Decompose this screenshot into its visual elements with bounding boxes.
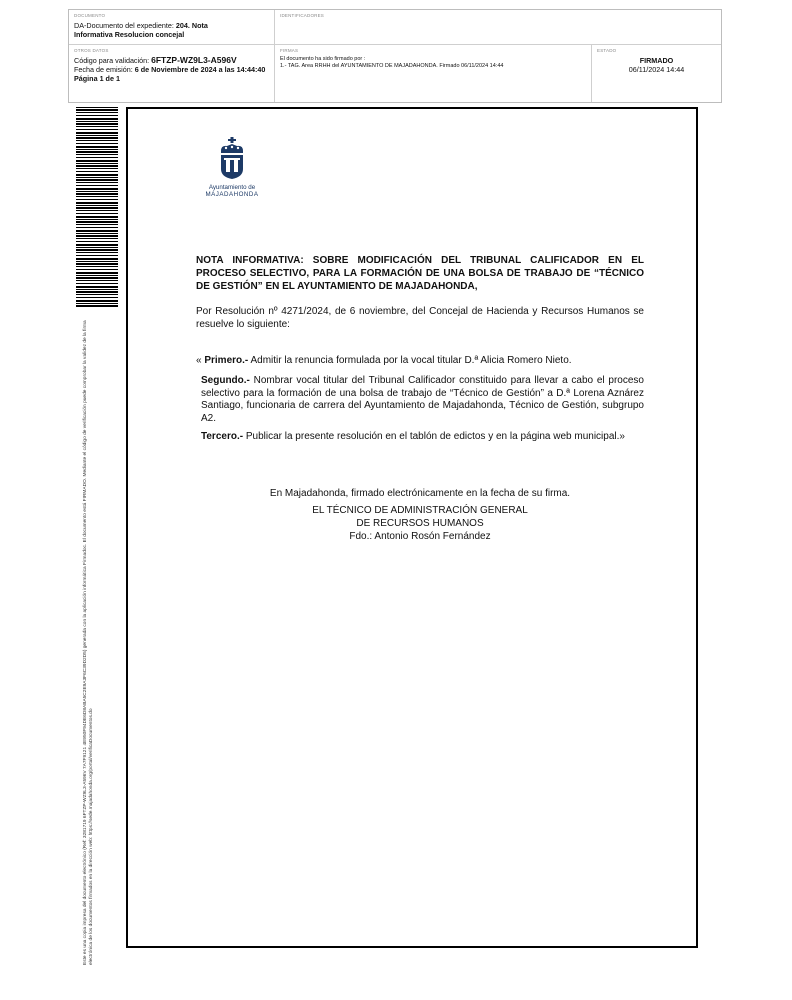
signer-title-line1: EL TÉCNICO DE ADMINISTRACIÓN GENERAL xyxy=(312,505,528,516)
fecha-prefix: Fecha de emisión: xyxy=(74,65,135,74)
identificadores-label: IDENTIFICADORES xyxy=(280,13,325,18)
codigo-prefix: Código para validación: xyxy=(74,56,152,65)
signer-name: Fdo.: Antonio Rosón Fernández xyxy=(349,531,491,542)
emission-date: 6 de Noviembre de 2024 a las 14:44:40 xyxy=(134,65,266,74)
municipal-logo xyxy=(196,137,268,198)
resolution-primero xyxy=(196,355,644,368)
side-verification-text: Este es una copia impresa del documento electrónico (Ref: 3281719 6FTZP-WZ9L3-A596V 7A7F9121 4E950F94DE6D8ABA5C2E9A3F6C39D2D5) generada con la aplicación informática Firmadoc. El documento está FIRMADO. Mediante el código de verificación puede comprobar la validez de la firma electrónica de los documentos firmados en la dirección web: https://sede.majadahonda.org/portal/verificaDocumentos.do xyxy=(83,320,94,965)
quote-open: « xyxy=(196,355,205,366)
closing-line: En Majadahonda, firmado electrónicamente en la fecha de su firma. xyxy=(269,488,571,499)
documento-name: Informativa Resolucion concejal xyxy=(74,30,185,39)
resolution-tercero xyxy=(201,431,644,444)
page-count: Página 1 de 1 xyxy=(74,74,120,83)
estado-value: FIRMADO xyxy=(639,56,674,65)
documento-cell xyxy=(69,10,275,45)
logo-line1: Ayuntamiento de xyxy=(208,184,256,191)
otros-datos-cell xyxy=(69,45,275,102)
document-header xyxy=(68,9,722,103)
firmas-line2: 1.- TAG. Area RRHH del AYUNTAMIENTO DE MAJADAHONDA. Firmado 06/11/2024 14:44 xyxy=(280,63,504,69)
otros-datos-label: OTROS DATOS xyxy=(74,48,109,53)
firmas-cell xyxy=(275,45,592,102)
segundo-text: Nombrar vocal titular del Tribunal Calificador constituido para llevar a cabo el proceso selectivo para la formación de una bolsa de trabajo de “Técnico de Gestión” a D.ª Lorena Aznárez Santiago, funcionaria de carrera del Ayuntamiento de Majadahonda, Técnico de Gestión, subgrupo A2. xyxy=(201,375,644,424)
documento-prefix: DA-Documento del expediente: xyxy=(74,21,176,30)
logo-line2: MAJADAHONDA xyxy=(205,191,259,198)
segundo-label: Segundo.- xyxy=(201,375,250,386)
primero-text: Admitir la renuncia formulada por la vocal titular D.ª Alicia Romero Nieto. xyxy=(248,355,572,366)
tercero-label: Tercero.- xyxy=(201,431,244,442)
tercero-text: Publicar la presente resolución en el tablón de edictos y en la página web municipal.» xyxy=(243,431,625,442)
documento-label: DOCUMENTO xyxy=(74,13,106,18)
crown-shield-icon xyxy=(217,137,247,179)
document-title: NOTA INFORMATIVA: SOBRE MODIFICACIÓN DEL TRIBUNAL CALIFICADOR EN EL PROCESO SELECTIVO, PARA LA FORMACIÓN DE UNA BOLSA DE TRABAJO DE “TÉCNICO DE GESTIÓN” EN EL AYUNTAMIENTO DE MAJADAHONDA, xyxy=(196,255,644,292)
identificadores-cell xyxy=(275,10,721,45)
estado-label: ESTADO xyxy=(597,48,617,53)
firmas-line1: El documento ha sido firmado por : xyxy=(280,56,366,62)
intro-paragraph: Por Resolución nº 4271/2024, de 6 noviembre, del Concejal de Hacienda y Recursos Humanos se resuelve lo siguiente: xyxy=(196,306,644,330)
documento-number: 204. Nota xyxy=(175,21,208,30)
estado-cell xyxy=(592,45,721,102)
barcode xyxy=(76,107,118,307)
estado-date: 06/11/2024 14:44 xyxy=(628,65,685,74)
validation-code: 6FTZP-WZ9L3-A596V xyxy=(151,55,237,65)
signer-title-line2: DE RECURSOS HUMANOS xyxy=(356,518,484,529)
resolution-segundo xyxy=(201,375,644,425)
firmas-label: FIRMAS xyxy=(280,48,299,53)
primero-label: Primero.- xyxy=(204,355,249,366)
